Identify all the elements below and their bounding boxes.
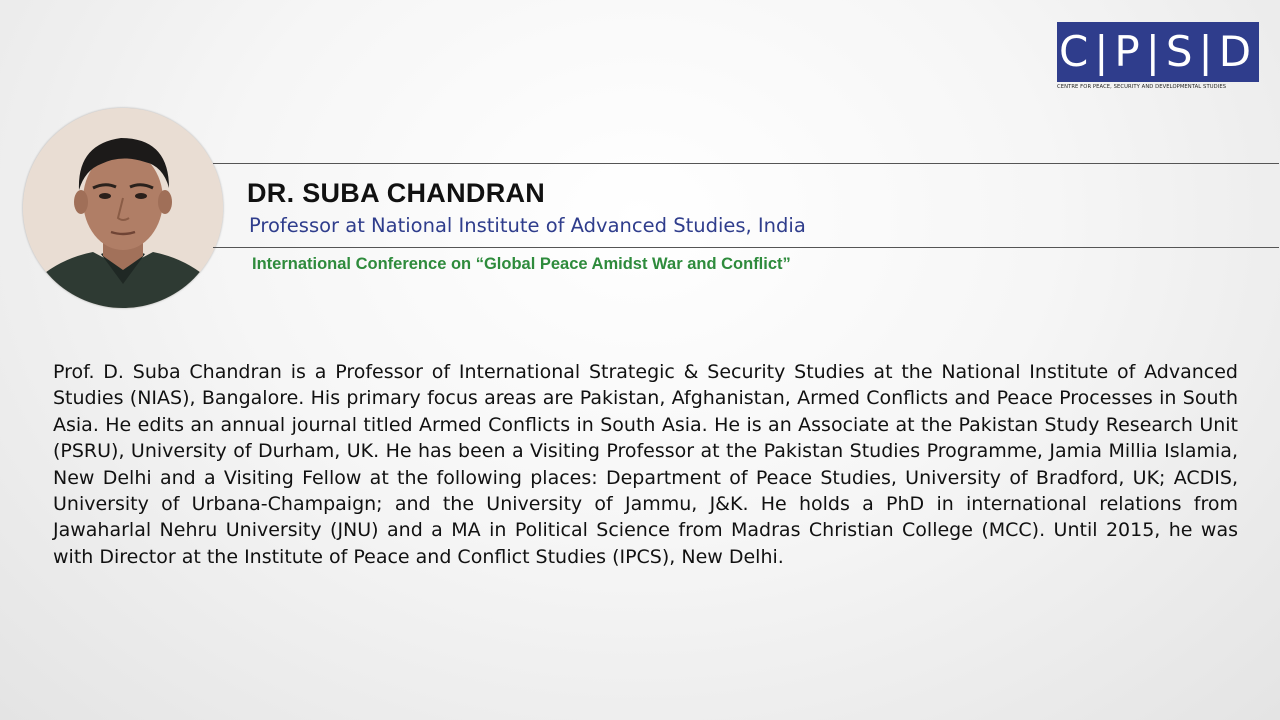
speaker-bio: Prof. D. Suba Chandran is a Professor of International Strategic & Security Studies at the National Institute of Advanced Studies (NIAS), Bangalore. His primary focus areas are Pakistan, Afghanistan, Armed Conflicts and Peace Processes in South Asia. He edits an annual journal titled Armed Conflicts in South Asia. He is an Associate at the Pakistan Study Research Unit (PSRU), University of Durham, UK. He has been a Visiting Professor at the Pakistan Studies Programme, Jamia Millia Islamia, New Delhi and a Visiting Fellow at the following places: Department of Peace Studies, University of Bradford, UK; ACDIS, University of Urbana-Champaign; and the University of Jammu, J&K. He holds a PhD in international relations from Jawaharlal Nehru University (JNU) and a MA in Political Science from Madras Christian College (MCC). Until 2015, he was with Director at the Institute of Peace and Conflict Studies (IPCS), New Delhi. xyxy=(53,361,1238,568)
speaker-photo xyxy=(23,108,223,308)
speaker-title: Professor at National Institute of Advanced Studies, India xyxy=(249,214,806,237)
logo-letters: C|P|S|D xyxy=(1058,27,1258,76)
cpsd-logo xyxy=(1057,22,1259,90)
speaker-name: DR. SUBA CHANDRAN xyxy=(247,178,546,208)
header-rule-bottom xyxy=(213,247,1279,248)
speaker-portrait xyxy=(23,108,223,308)
logo-subtitle: CENTRE FOR PEACE, SECURITY AND DEVELOPMENTAL STUDIES xyxy=(1057,84,1227,90)
logo-box xyxy=(1057,22,1259,82)
header-rule-top xyxy=(213,163,1279,164)
conference-title: International Conference on “Global Peace Amidst War and Conflict” xyxy=(252,255,791,273)
